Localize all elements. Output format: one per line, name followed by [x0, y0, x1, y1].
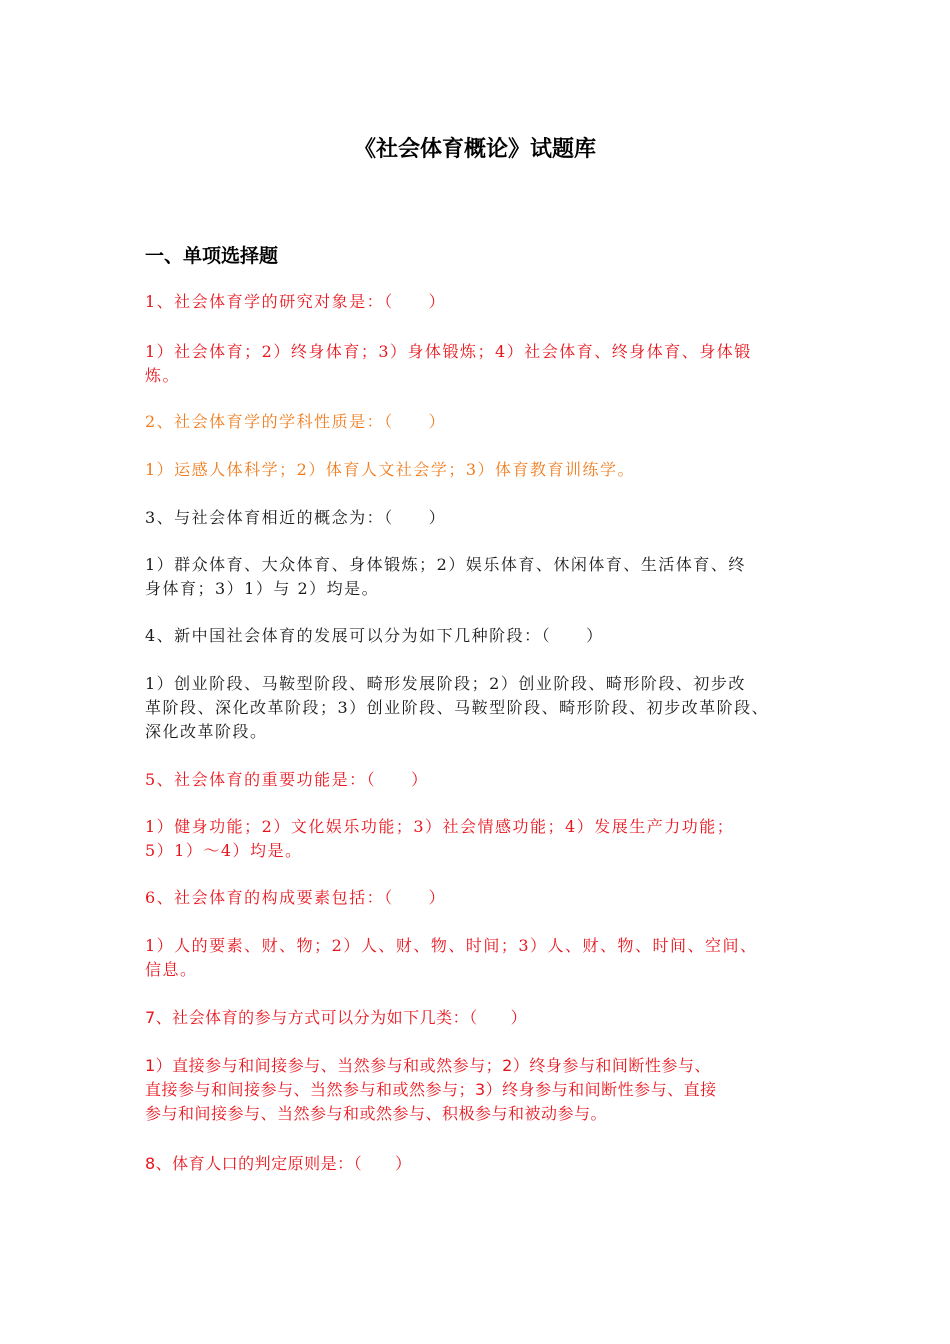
question-6-options-line-1: 1）人的要素、财、物；2）人、财、物、时间；3）人、财、物、时间、空间、: [145, 936, 758, 955]
question-6: 6、社会体育的构成要素包括：（ ）: [145, 888, 447, 907]
question-4-options-line-3: 深化改革阶段。: [145, 722, 268, 741]
document-title: 《社会体育概论》试题库: [353, 137, 596, 162]
section-heading: 一、单项选择题: [145, 245, 279, 267]
question-1-options-line-2: 炼。: [145, 366, 181, 385]
question-8: 8、体育人口的判定原则是：（ ）: [145, 1154, 412, 1173]
question-7-options-line-3: 参与和间接参与、当然参与和或然参与、积极参与和被动参与。: [145, 1104, 608, 1123]
question-2-options-line-1: 1）运感人体科学；2）体育人文社会学；3）体育教育训练学。: [145, 460, 636, 479]
question-3: 3、与社会体育相近的概念为：（ ）: [145, 508, 447, 527]
question-7: 7、社会体育的参与方式可以分为如下几类：（ ）: [145, 1008, 528, 1027]
question-4: 4、新中国社会体育的发展可以分为如下几种阶段：（ ）: [145, 626, 604, 645]
question-3-options-line-1: 1）群众体育、大众体育、身体锻炼；2）娱乐体育、休闲体育、生活体育、终: [145, 555, 746, 574]
question-1: 1、社会体育学的研究对象是：（ ）: [145, 292, 447, 311]
question-7-options-line-2: 直接参与和间接参与、当然参与和或然参与；3）终身参与和间断性参与、直接: [145, 1080, 717, 1099]
question-4-options-line-2: 革阶段、深化改革阶段；3）创业阶段、马鞍型阶段、畸形阶段、初步改革阶段、: [145, 698, 770, 717]
question-7-options-line-1: 1）直接参与和间接参与、当然参与和或然参与；2）终身参与和间断性参与、: [145, 1056, 711, 1075]
question-5-options-line-2: 5）1）～4）均是。: [145, 841, 303, 860]
question-1-options-line-1: 1）社会体育；2）终身体育；3）身体锻炼；4）社会体育、终身体育、身体锻: [145, 342, 752, 361]
question-2: 2、社会体育学的学科性质是：（ ）: [145, 412, 447, 431]
question-3-options-line-2: 身体育；3）1）与 2）均是。: [145, 579, 380, 598]
question-4-options-line-1: 1）创业阶段、马鞍型阶段、畸形发展阶段；2）创业阶段、畸形阶段、初步改: [145, 674, 746, 693]
question-5: 5、社会体育的重要功能是：（ ）: [145, 770, 429, 789]
question-6-options-line-2: 信息。: [145, 960, 198, 979]
question-5-options-line-1: 1）健身功能；2）文化娱乐功能；3）社会情感功能；4）发展生产力功能；: [145, 817, 735, 836]
